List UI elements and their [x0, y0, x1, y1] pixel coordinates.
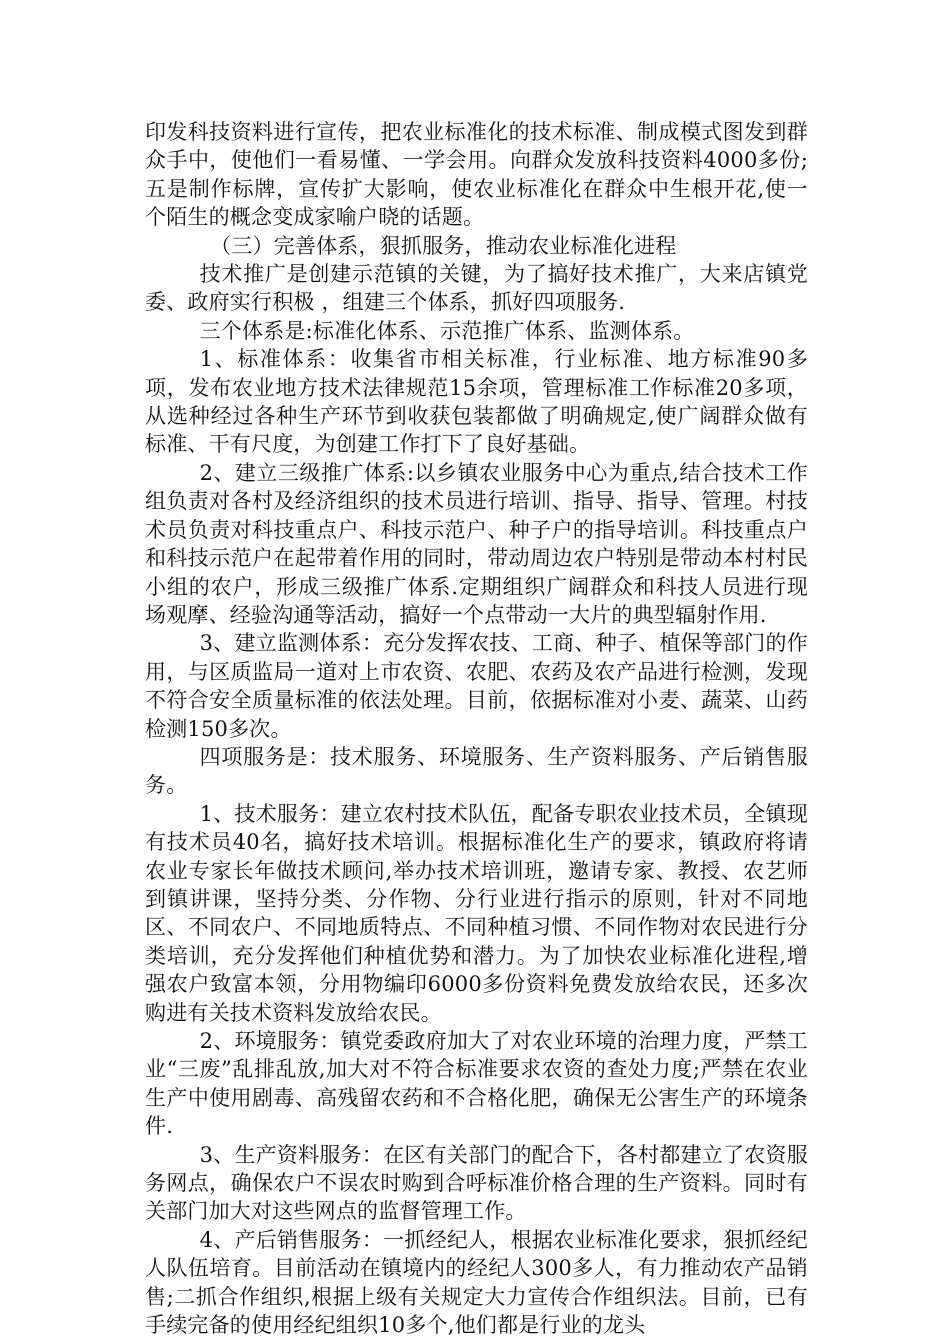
section-heading: （三）完善体系，狠抓服务，推动农业标准化进程	[210, 233, 677, 258]
paragraph-8: 四项服务是：技术服务、环境服务、生产资料服务、产后销售服务。	[145, 744, 808, 798]
paragraph-6: 2、建立三级推广体系:以乡镇农业服务中心为重点,结合技术工作组负责对各村及经济组织的技术员进行培训、指导、指导、管理。村技术员负责对科技重点户、科技示范户、种子户的指导培训。科技重点户和科技示范户在起带着作用的同时，带动周边农户特别是带动本村村民小组的农户，形成三级推广体系.定期组织广阔群众和科技人员进行现场观摩、经验沟通等活动，搞好一个点带动一大片的典型辐射作用.	[145, 460, 808, 627]
paragraph-10: 2、环境服务：镇党委政府加大了对农业环境的治理力度，严禁工业“三废”乱排乱放,加大对不符合标准要求农资的查处力度;严禁在农业生产中使用剧毒、高残留农药和不合格化肥，确保无公害生产的环境条件.	[145, 1029, 808, 1139]
paragraph-7: 3、建立监测体系：充分发挥农技、工商、种子、植保等部门的作用，与区质监局一道对上市农资、农肥、农药及农产品进行检测，发现不符合安全质量标准的依法处理。目前，依据标准对小麦、蔬菜、山药检测150多次。	[145, 631, 808, 741]
paragraph-1: 印发科技资料进行宣传，把农业标准化的技术标准、制成模式图发到群众手中，使他们一看易懂、一学会用。向群众发放科技资料4000多份;五是制作标牌，宣传扩大影响，使农业标准化在群众中生根开花,使一个陌生的概念变成家喻户晓的话题。	[145, 120, 808, 230]
paragraph-11: 3、生产资料服务：在区有关部门的配合下，各村都建立了农资服务网点，确保农户不误农时购到合呼标准价格合理的生产资料。同时有关部门加大对这些网点的监督管理工作。	[145, 1142, 808, 1224]
paragraph-5: 1、标准体系：收集省市相关标准，行业标准、地方标准90多项，发布农业地方技术法律规范15余项，管理标准工作标准20多项，从选种经过各种生产环节到收获包装都做了明确规定,使广阔群众做有标准、干有尺度，为创建工作打下了良好基础。	[145, 347, 808, 457]
document-body	[145, 118, 808, 1339]
paragraph-9: 1、技术服务：建立农村技术队伍，配备专职农业技术员，全镇现有技术员40名，搞好技术培训。根据标准化生产的要求，镇政府将请农业专家长年做技术顾问,举办技术培训班，邀请专家、教授、农艺师到镇讲课，坚持分类、分作物、分行业进行指示的原则，针对不同地区、不同农户、不同地质特点、不同种植习惯、不同作物对农民进行分类培训，充分发挥他们种植优势和潜力。为了加快农业标准化进程,增强农户致富本领，分用物编印6000多份资料免费发放给农民，还多次购进有关技术资料发放给农民。	[145, 801, 808, 1025]
paragraph-4: 三个体系是:标准化体系、示范推广体系、监测体系。	[199, 318, 695, 343]
paragraph-12: 4、产后销售服务：一抓经纪人，根据农业标准化要求，狠抓经纪人队伍培育。目前活动在镇境内的经纪人300多人，有力推动农产品销售;二抓合作组织,根据上级有关规定大力宣传合作组织法。目前，已有手续完备的使用经纪组织10多个,他们都是行业的龙头	[145, 1227, 808, 1338]
paragraph-3: 技术推广是创建示范镇的关键，为了搞好技术推广，大来店镇党委、政府实行积极 ，组建三个体系，抓好四项服务.	[145, 262, 808, 315]
